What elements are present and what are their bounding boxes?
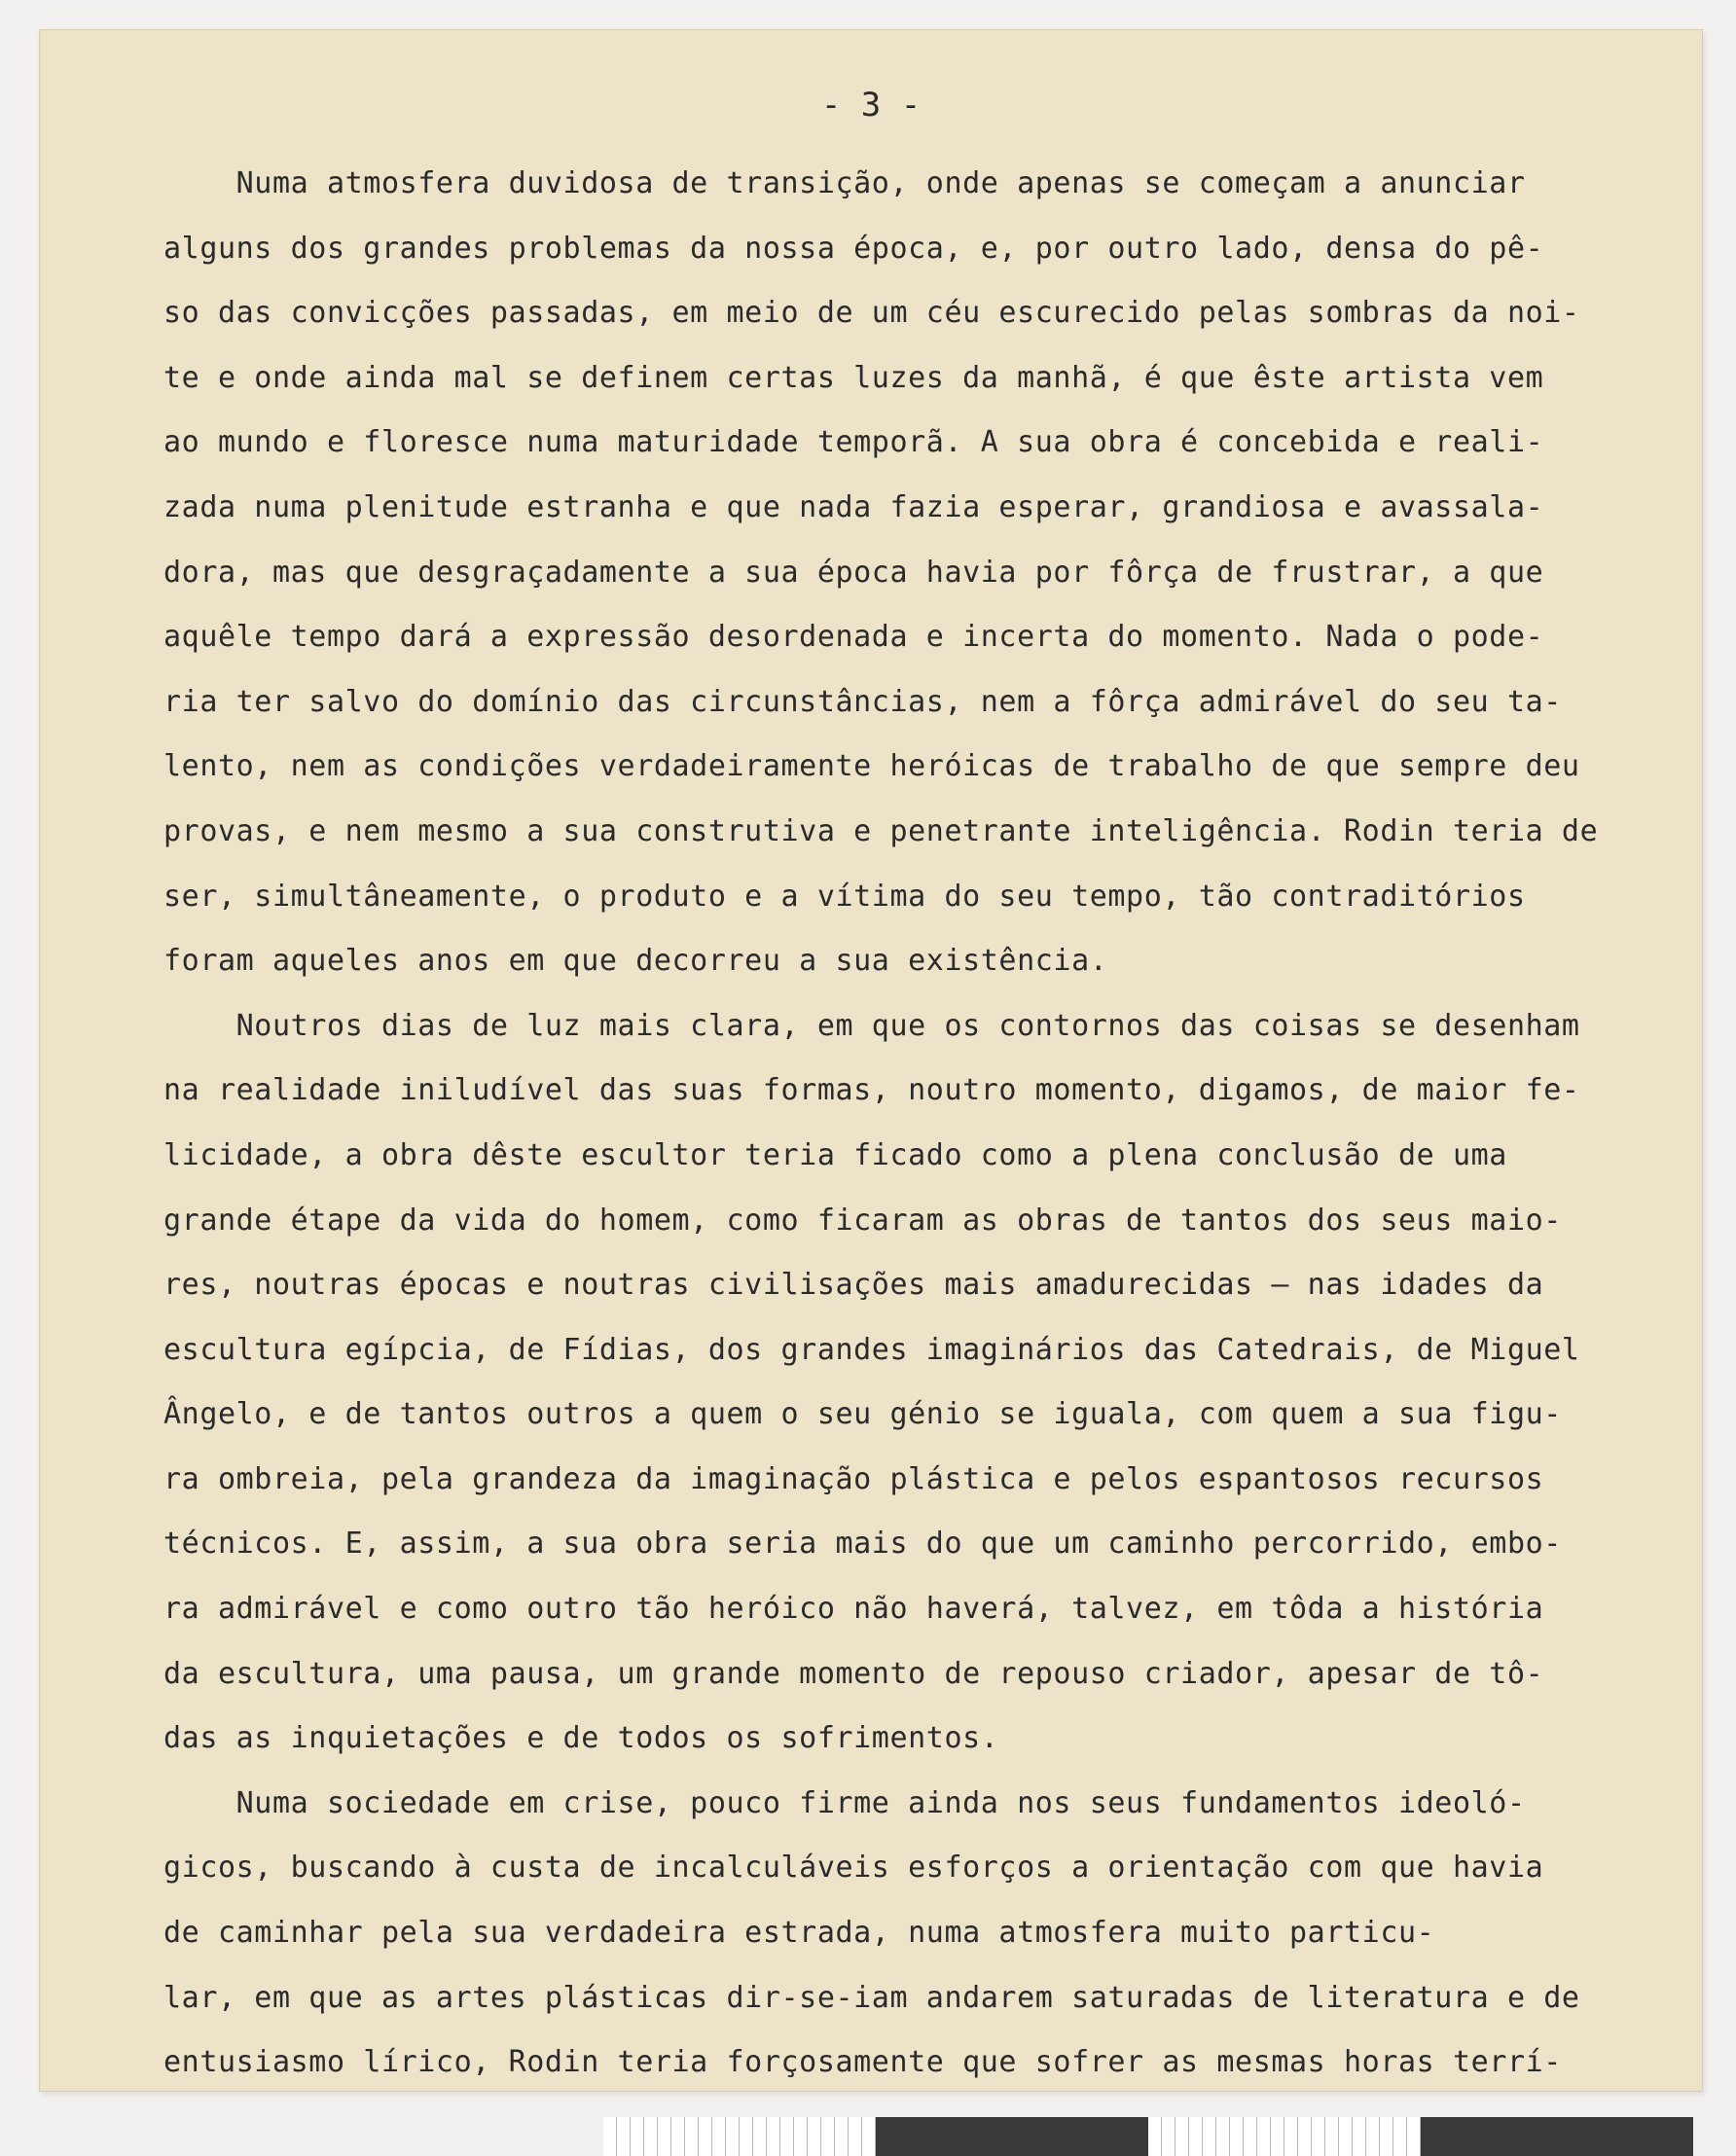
text-line: escultura egípcia, de Fídias, dos grandes imaginários das Catedrais, de Miguel [163, 1332, 1580, 1367]
typewritten-page [39, 29, 1703, 2092]
text-line: Ângelo, e de tantos outros a quem o seu génio se iguala, com quem a sua figu- [163, 1397, 1562, 1432]
text-line: de caminhar pela sua verdadeira estrada, numa atmosfera muito particu- [163, 1916, 1435, 1951]
text-line: grande étape da vida do homem, como ficaram as obras de tantos dos seus maio- [163, 1203, 1562, 1238]
typewritten-body [163, 152, 1682, 2096]
text-line: lento, nem as condições verdadeiramente heróicas de trabalho de que sempre deu [163, 749, 1580, 784]
ruler-segment-dark [876, 2117, 1148, 2156]
text-line: res, noutras épocas e noutras civilisações mais amadurecidas — nas idades da [163, 1268, 1544, 1303]
ruler-segment-dark [1421, 2117, 1693, 2156]
text-line: ra ombreia, pela grandeza da imaginação plástica e pelos espantosos recursos [163, 1461, 1544, 1496]
text-line: foram aqueles anos em que decorreu a sua existência. [163, 944, 1108, 979]
text-line: ao mundo e floresce numa maturidade temporã. A sua obra é concebida e reali- [163, 425, 1544, 460]
text-line: Numa sociedade em crise, pouco firme ainda nos seus fundamentos ideoló- [163, 1785, 1526, 1820]
text-line: te e onde ainda mal se definem certas luzes da manhã, é que êste artista vem [163, 360, 1544, 395]
text-line: ra admirável e como outro tão heróico não haverá, talvez, em tôda a história [163, 1592, 1544, 1627]
ruler-segment-light [1148, 2117, 1421, 2156]
text-line: na realidade iniludível das suas formas, noutro momento, digamos, de maior fe- [163, 1073, 1580, 1108]
text-line: alguns dos grandes problemas da nossa época, e, por outro lado, densa do pê- [163, 231, 1544, 266]
text-line: dora, mas que desgraçadamente a sua época havia por fôrça de frustrar, a que [163, 555, 1544, 590]
text-line: aquêle tempo dará a expressão desordenada e incerta do momento. Nada o pode- [163, 620, 1544, 655]
page-number: - 3 - [820, 86, 922, 125]
text-line: provas, e nem mesmo a sua construtiva e penetrante inteligência. Rodin teria de [163, 813, 1599, 848]
text-line: das as inquietações e de todos os sofrimentos. [163, 1721, 999, 1756]
text-line: ria ter salvo do domínio das circunstâncias, nem a fôrça admirável do seu ta- [163, 684, 1562, 719]
text-line: licidade, a obra dêste escultor teria ficado como a plena conclusão de uma [163, 1137, 1507, 1172]
text-line: Numa atmosfera duvidosa de transição, onde apenas se começam a anunciar [163, 166, 1526, 200]
ruler-segment-light [603, 2117, 876, 2156]
text-line: da escultura, uma pausa, um grande momento de repouso criador, apesar de tô- [163, 1656, 1544, 1691]
text-line: ser, simultâneamente, o produto e a vítima do seu tempo, tão contraditórios [163, 879, 1526, 914]
text-line: técnicos. E, assim, a sua obra seria mais do que um caminho percorrido, embo- [163, 1527, 1562, 1562]
scale-ruler [603, 2117, 1693, 2156]
text-line: gicos, buscando à custa de incalculáveis esforços a orientação com que havia [163, 1851, 1544, 1886]
text-line: zada numa plenitude estranha e que nada fazia esperar, grandiosa e avassala- [163, 489, 1544, 524]
text-line: lar, em que as artes plásticas dir-se-iam andarem saturadas de literatura e de [163, 1980, 1580, 2015]
text-line: Noutros dias de luz mais clara, em que os contornos das coisas se desenham [163, 1008, 1580, 1043]
text-line: so das convicções passadas, em meio de um céu escurecido pelas sombras da noi- [163, 296, 1580, 331]
text-line: entusiasmo lírico, Rodin teria forçosamente que sofrer as mesmas horas terrí- [163, 2045, 1562, 2080]
